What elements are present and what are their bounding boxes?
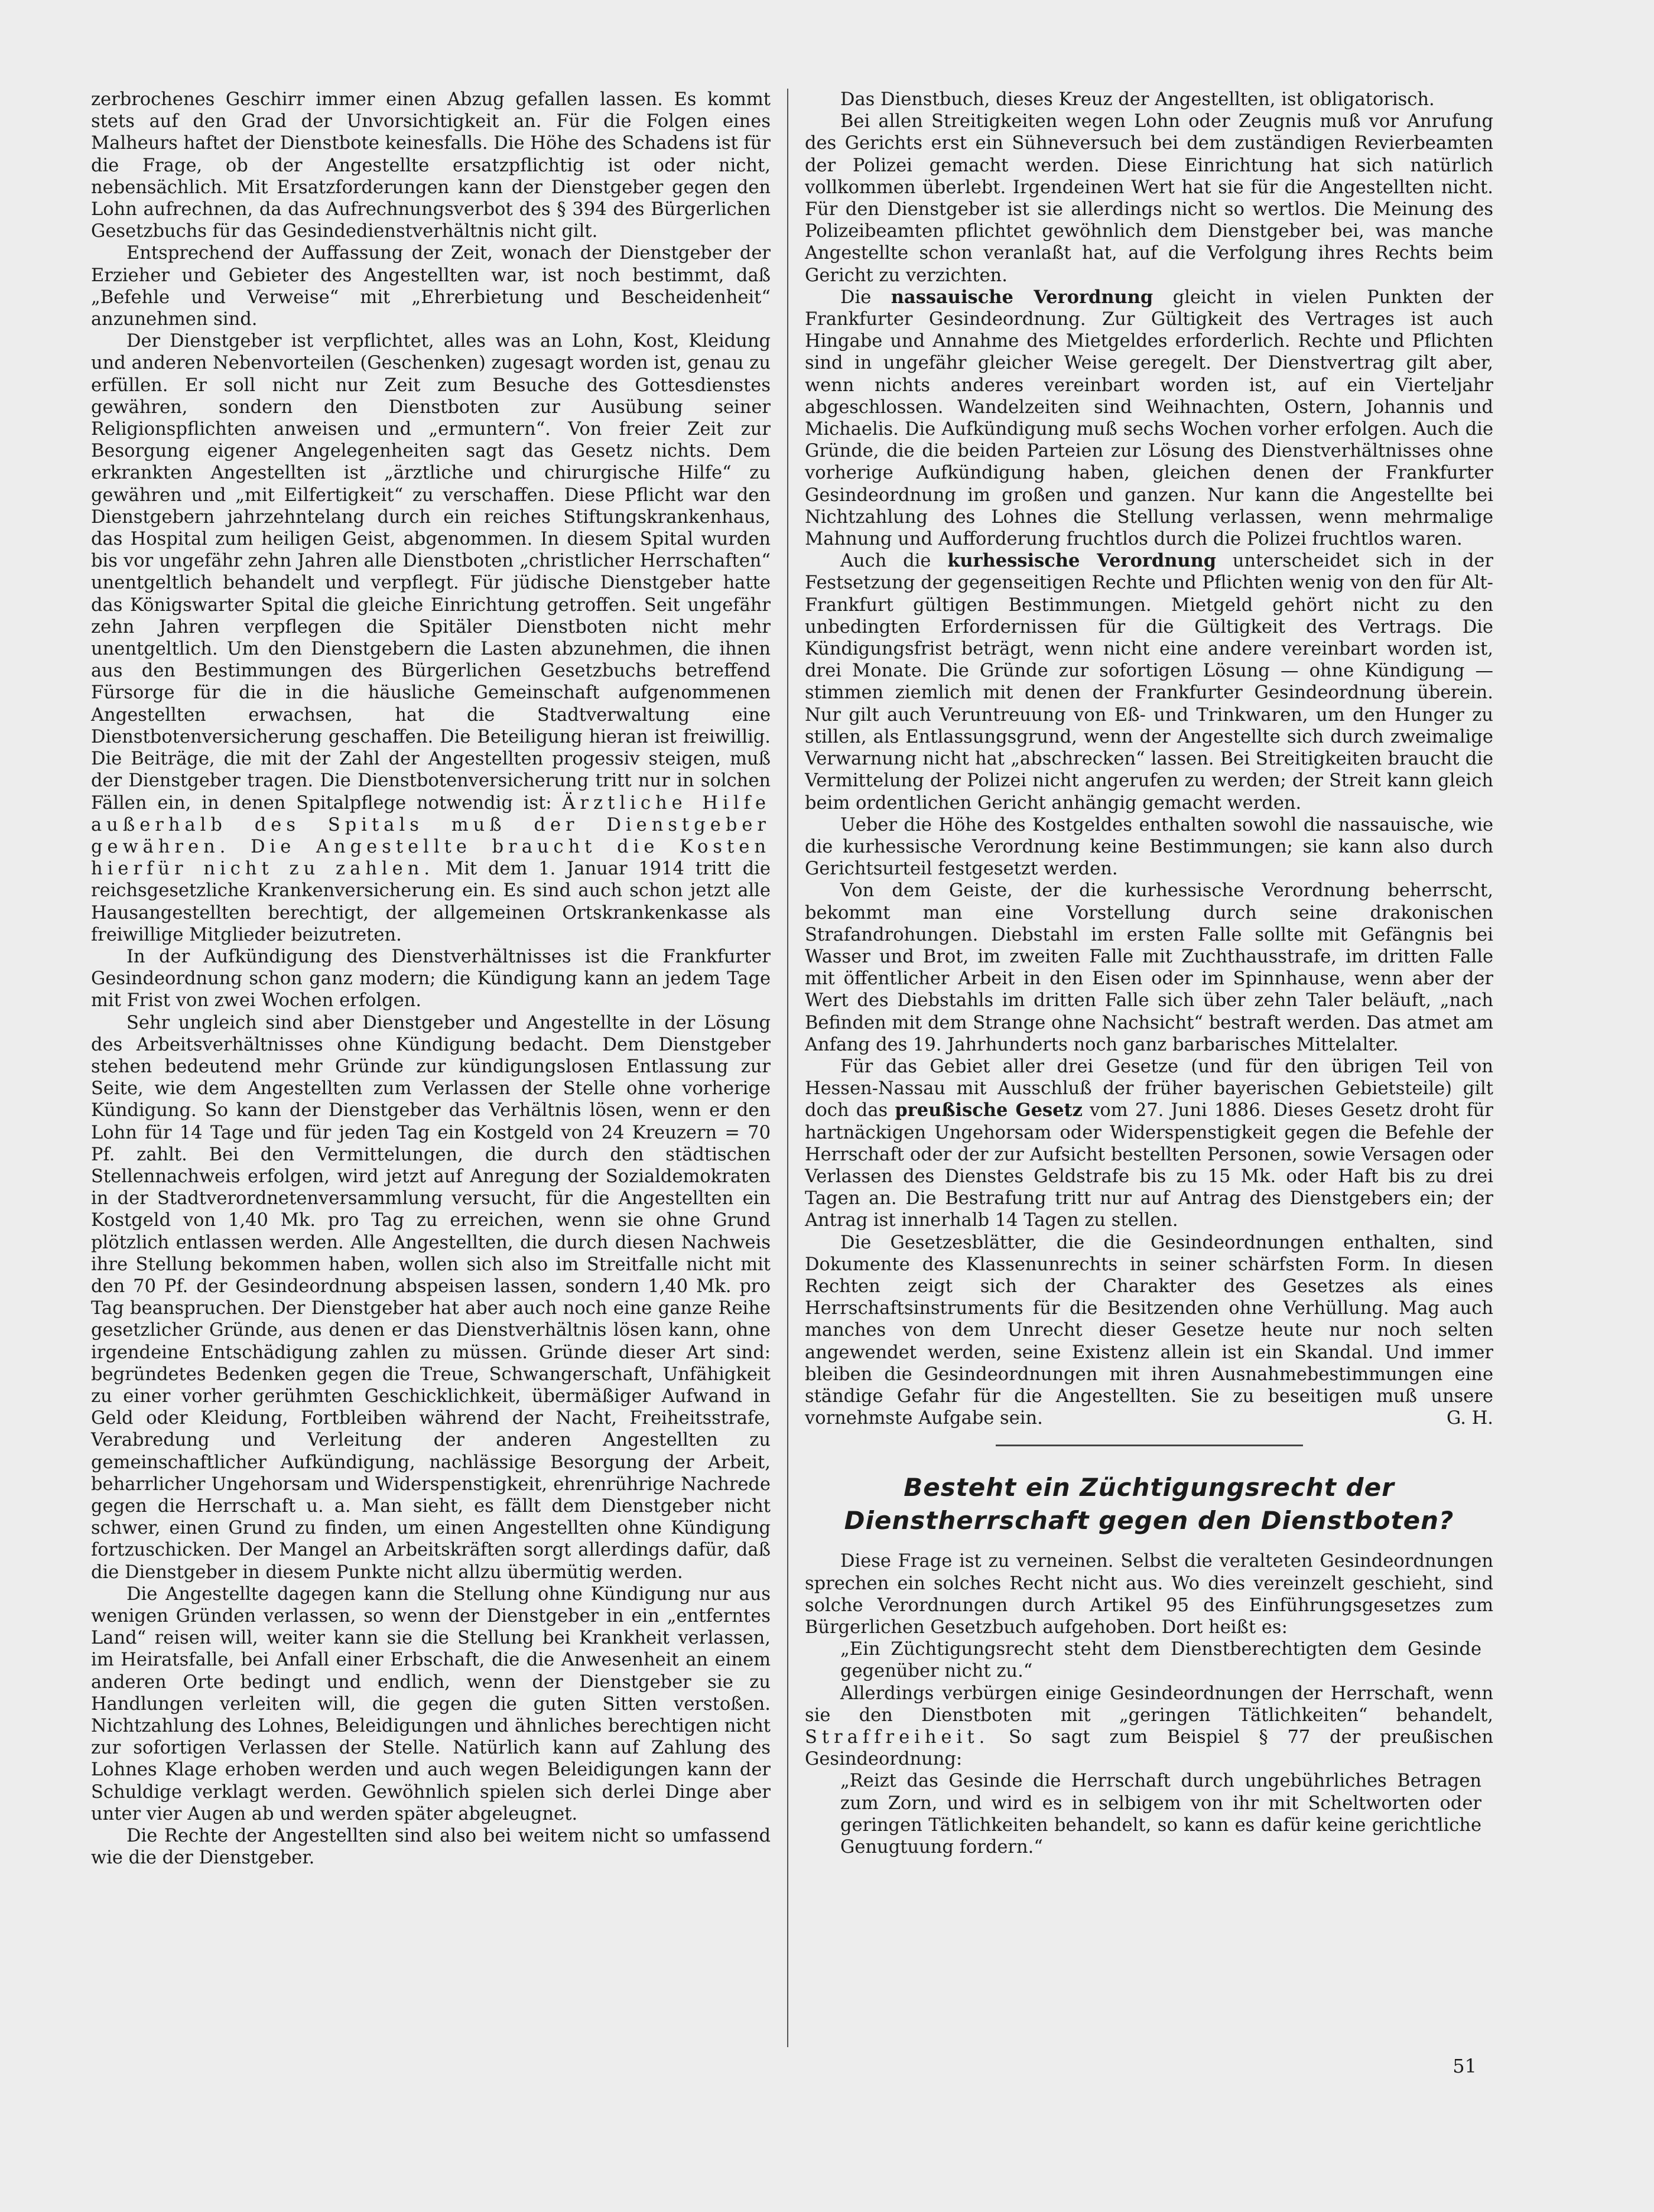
paragraph (805, 1232, 1493, 1430)
paragraph-text: Die (840, 287, 872, 308)
spaced-emphasis: Ärztliche Hilfe außerhalb des Spitals muß der Dienstgeber gewähren. Die Angestellte braucht die Kosten hierfür nicht zu zahlen. (91, 792, 771, 880)
bold-term: kurhessische Verordnung (947, 550, 1217, 572)
paragraph-text: Die Gesetzesblätter, die die Gesindeordnungen enthalten, sind Dokumente des Klassenunrechts in seiner schärfsten Form. In diesen Rechten zeigt sich der Charakter des Gesetzes als eines Herrschaftsinstruments für die Besitzenden ohne Verhüllung. Mag auch manches von dem Unrecht dieser Gesetze heute nur noch selten angewendet werden, seine Existenz allein ist ein Skandal. Und immer bleiben die Gesindeordnungen mit ihren Ausnahmebestimmungen eine ständige Gefahr für die Angestellten. Sie zu beseitigen muß unsere vornehmste Aufgabe sein. (805, 1232, 1493, 1429)
paragraph: Von dem Geiste, der die kurhessische Verordnung beherrscht, bekommt man eine Vorstellung durch seine drakonischen Strafandrohungen. Diebstahl im ersten Falle sollte mit Gefängnis bei Wasser und Brot, im zweiten Falle mit Zuchthausstrafe, im dritten Falle mit öffentlicher Arbeit in den Eisen oder im Spinnhause, wenn aber der Wert des Diebstahls im dritten Falle sich über zehn Taler beläuft, „nach Befinden mit dem Strange ohne Nachsicht“ bestraft werden. Das atmet am Anfang des 19. Jahrhunderts noch ganz barbarisches Mittelalter. (805, 880, 1493, 1055)
paragraph: Die Rechte der Angestellten sind also bei weitem nicht so umfassend wie die der Dienstgeber. (91, 1826, 771, 1869)
spaced-emphasis: Straffreiheit. (805, 1727, 990, 1748)
paragraph-text: Mit dem 1. Januar 1914 tritt die reichsgesetzliche Krankenversicherung ein. Es sind auch schon jetzt alle Hausangestellten berechtigt, der allgemeinen Ortskrankenkasse als freiwillige Mitglieder beizutreten. (91, 858, 771, 945)
paragraph: Ueber die Höhe des Kostgeldes enthalten sowohl die nassauische, wie die kurhessische Verordnung keine Bestimmungen; sie kann also durch Gerichtsurteil festgesetzt werden. (805, 814, 1493, 880)
paragraph (805, 1683, 1493, 1771)
page-number: 51 (1452, 2055, 1477, 2077)
block-quote: „Reizt das Gesinde die Herrschaft durch ungebührliches Betragen zum Zorn, und wird es in selbigem von ihr mit Scheltworten oder geringen Tätlichkeiten behandelt, so kann es dafür keine gerichtliche Genugtuung fordern.“ (840, 1771, 1481, 1858)
author-signature: G. H. (1447, 1408, 1493, 1429)
paragraph-text: Allerdings verbürgen einige Gesindeordnungen der Herrschaft, wenn sie den Dienstboten mit „geringen Tätlichkeiten“ behandelt, (805, 1683, 1493, 1726)
bold-term: nassauische Verordnung (891, 286, 1153, 308)
paragraph-text: gleicht in vielen Punkten der Frankfurter Gesindeordnung. Zur Gültigkeit des Vertrages ist auch Hingabe und Annahme des Mietgeldes erforderlich. Rechte und Pflichten sind in ungefähr gleicher Weise geregelt. Der Dienstvertrag gilt aber, wenn nichts anderes vereinbart worden ist, auf ein Vierteljahr abgeschlossen. Wandelzeiten sind Weihnachten, Ostern, Johannis und Michaelis. Die Aufkündigung muß sechs Wochen vorher erfolgen. Auch die Gründe, die die beiden Parteien zur Lösung des Dienstverhältnisses ohne vorherige Aufkündigung haben, gleichen denen der Frankfurter Gesindeordnung im großen und ganzen. Nur kann die Angestellte bei Nichtzahlung des Lohnes die Stellung verlassen, wenn mehrmalige Mahnung und Aufforderung fruchtlos durch die Polizei fruchtlos waren. (805, 287, 1493, 550)
paragraph-text: Für das Gebiet aller drei Gesetze (und für den übrigen Teil von Hessen-Nassau mit Ausschluß der früher bayerischen Gebietsteile) gilt doch das (805, 1056, 1493, 1121)
paragraph: zerbrochenes Geschirr immer einen Abzug gefallen lassen. Es kommt stets auf den Grad der Unvorsichtigkeit an. Für die Folgen eines Malheurs haftet der Dienstbote keinesfalls. Die Höhe des Schadens ist für die Frage, ob der Angestellte ersatzpflichtig ist oder nicht, nebensächlich. Mit Ersatzforderungen kann der Dienstgeber gegen den Lohn aufrechnen, da das Aufrechnungsverbot des § 394 des Bürgerlichen Gesetzbuchs für das Gesindedienstverhältnis nicht gilt. (91, 89, 771, 242)
paragraph (805, 287, 1493, 550)
paragraph: Die Angestellte dagegen kann die Stellung ohne Kündigung nur aus wenigen Gründen verlassen, so wenn der Dienstgeber in ein „entferntes Land“ reisen will, weiter kann sie die Stellung bei Krankheit verlassen, im Heiratsfalle, bei Anfall einer Erbschaft, die die Anwesenheit an einem anderen Orte bedingt und endlich, wenn der Dienstgeber sie zu Handlungen verleiten will, die gegen die guten Sitten verstoßen. Nichtzahlung des Lohnes, Beleidigungen und ähnliches berechtigen nicht zur sofortigen Verlassen der Stelle. Natürlich kann auf Zahlung des Lohnes Klage erhoben werden und auch wegen Beleidigungen kann der Schuldige verklagt werden. Gewöhnlich spielen sich derlei Dinge aber unter vier Augen ab und werden später abgeleugnet. (91, 1583, 771, 1824)
column-divider (787, 89, 788, 2047)
paragraph-text: Auch die (840, 551, 931, 572)
paragraph: In der Aufkündigung des Dienstverhältnisses ist die Frankfurter Gesindeordnung schon ganz modern; die Kündigung kann an jedem Tage mit Frist von zwei Wochen erfolgen. (91, 946, 771, 1011)
paragraph: Diese Frage ist zu verneinen. Selbst die veralteten Gesindeordnungen sprechen ein solches Recht nicht aus. Wo dies vereinzelt geschieht, sind solche Verordnungen durch Artikel 95 des Einführungsgesetzes zum Bürgerlichen Gesetzbuch aufgehoben. Dort heißt es: (805, 1551, 1493, 1638)
right-column (805, 89, 1493, 1858)
bold-term: preußische Gesetz (895, 1100, 1083, 1121)
block-quote: „Ein Züchtigungsrecht steht dem Dienstberechtigten dem Gesinde gegenüber nicht zu.“ (840, 1639, 1481, 1682)
left-column (91, 89, 771, 1869)
article-heading: Besteht ein Züchtigungsrecht der Dienstherrschaft gegen den Dienstboten? (844, 1473, 1454, 1536)
paragraph: Sehr ungleich sind aber Dienstgeber und Angestellte in der Lösung des Arbeitsverhältnisses ohne Kündigung bedacht. Dem Dienstgeber stehen bedeutend mehr Gründe zur kündigungslosen Entlassung zur Seite, wie dem Angestellten zum Verlassen der Stelle ohne vorherige Kündigung. So kann der Dienstgeber das Verhältnis lösen, wenn er den Lohn für 14 Tage und für jeden Tag ein Kostgeld von 24 Kreuzern = 70 Pf. zahlt. Bei den Vermittelungen, die durch den städtischen Stellennachweis erfolgen, wird jetzt auf Anregung der Sozialdemokraten in der Stadtverordnetenversammlung versucht, für die Angestellten ein Kostgeld von 1,40 Mk. pro Tag zu erreichen, wenn sie ohne Grund plötzlich entlassen werden. Alle Angestellten, die durch diesen Nachweis ihre Stellung bekommen haben, wollen sich also im Streitfalle nicht mit den 70 Pf. der Gesindeordnung abspeisen lassen, sondern 1,40 Mk. pro Tag beanspruchen. Der Dienstgeber hat aber auch noch eine ganze Reihe gesetzlicher Gründe, aus denen er das Dienstverhältnis lösen kann, ohne irgendeine Entschädigung zahlen zu müssen. Gründe dieser Art sind: begründetes Bedenken gegen die Treue, Schwangerschaft, Unfähigkeit zu einer vorher gerühmten Geschicklichkeit, übermäßiger Aufwand in Geld oder Kleidung, Fortbleiben während der Nacht, Freiheitsstrafe, Verabredung und Verleitung der anderen Angestellten zu gemeinschaftlicher Aufkündigung, nachlässige Besorgung der Arbeit, beharrlicher Ungehorsam und Widerspenstigkeit, ehrenrührige Nachrede gegen die Herrschaft u. a. Man sieht, es fällt dem Dienstgeber nicht schwer, einen Grund zu finden, um einen Angestellten ohne Kündigung fortzuschicken. Der Mangel an Arbeitskräften sorgt allerdings dafür, daß die Dienstgeber in diesem Punkte nicht allzu übermütig werden. (91, 1012, 771, 1583)
paragraph-text: unterscheidet sich in der Festsetzung der gegenseitigen Rechte und Pflichten wenig von den für Alt-Frankfurt gültigen Bestimmungen. Mietgeld gehört nicht zu den unbedingten Erfordernissen für die Gültigkeit des Vertrags. Die Kündigungsfrist beträgt, wenn nicht eine andere vereinbart worden ist, drei Monate. Die Gründe zur sofortigen Lösung — ohne Kündigung — stimmen ziemlich mit denen der Frankfurter Gesindeordnung überein. Nur gilt auch Veruntreuung von Eß- und Trinkwaren, um den Hunger zu stillen, als Entlassungsgrund, wenn der Angestellte sich durch zweimalige Verwarnung nicht hat „abschrecken“ lassen. Bei Streitigkeiten braucht die Vermittelung der Polizei nicht angerufen zu werden; der Streit kann gleich beim ordentlichen Gericht anhängig gemacht werden. (805, 551, 1493, 814)
paragraph: Das Dienstbuch, dieses Kreuz der Angestellten, ist obligatorisch. (840, 89, 1435, 110)
paragraph (91, 330, 771, 946)
section-separator (996, 1445, 1303, 1446)
paragraph: Bei allen Streitigkeiten wegen Lohn oder Zeugnis muß vor Anrufung des Gerichts erst ein Sühneversuch bei dem zuständigen Revierbeamten der Polizei gemacht werden. Diese Einrichtung hat sich natürlich vollkommen überlebt. Irgendeinen Wert hat sie für die Angestellten nicht. Für den Dienstgeber ist sie allerdings nicht so wertlos. Die Meinung des Polizeibeamten pflichtet gewöhnlich dem Dienstgeber bei, was manche Angestellte schon veranlaßt hat, auf die Verfolgung ihres Rechts beim Gericht zu verzichten. (805, 111, 1493, 286)
paragraph-text: Der Dienstgeber ist verpflichtet, alles was an Lohn, Kost, Kleidung und anderen Nebenvorteilen (Geschenken) zugesagt worden ist, genau zu erfüllen. Er soll nicht nur Zeit zum Besuche des Gottesdienstes gewähren, sondern den Dienstboten zur Ausübung seiner Religionspflichten anweisen und „ermuntern“. Von freier Zeit zur Besorgung eigener Angelegenheiten sagt das Gesetz nichts. Dem erkrankten Angestellten ist „ärztliche und chirurgische Hilfe“ zu gewähren und „mit Eilfertigkeit“ zu verschaffen. Diese Pflicht war den Dienstgebern jahrzehntelang durch ein reiches Stiftungskrankenhaus, das Hospital zum heiligen Geist, abgenommen. In diesem Spital wurden bis vor ungefähr zehn Jahren alle Dienstboten „christlicher Herrschaften“ unentgeltlich behandelt und verpflegt. Für jüdische Dienstgeber hatte das Königswarter Spital die gleiche Einrichtung getroffen. Seit ungefähr zehn Jahren verpflegen die Spitäler Dienstboten nicht mehr unentgeltlich. Um den Dienstgebern die Lasten abzunehmen, die ihnen aus den Bestimmungen des Bürgerlichen Gesetzbuchs betreffend Fürsorge für die in die häusliche Gemeinschaft aufgenommenen Angestellten erwachsen, hat die Stadtverwaltung eine Dienstbotenversicherung geschaffen. Die Beteiligung hieran ist freiwillig. Die Beiträge, die mit der Zahl der Angestellten progessiv steigen, muß der Dienstgeber tragen. Die Dienstbotenversicherung tritt nur in solchen Fällen ein, in denen Spitalpflege notwendig ist: (91, 331, 771, 814)
paragraph (805, 550, 1493, 814)
paragraph (805, 1056, 1493, 1232)
paragraph-text: So sagt zum Beispiel § 77 der preußischen Gesindeordnung: (805, 1727, 1493, 1770)
paragraph: Entsprechend der Auffassung der Zeit, wonach der Dienstgeber der Erzieher und Gebieter des Angestellten war, ist noch bestimmt, daß „Befehle und Verweise“ mit „Ehrerbietung und Bescheidenheit“ anzunehmen sind. (91, 243, 771, 330)
paragraph-text: vom 27. Juni 1886. Dieses Gesetz droht für hartnäckigen Ungehorsam oder Widerspenstigkeit gegen die Befehle der Herrschaft oder der zur Aufsicht bestellten Personen, sowie Versagen oder Verlassen des Dienstes Geldstrafe bis zu 15 Mk. oder Haft bis zu drei Tagen an. Die Bestrafung tritt nur auf Antrag des Dienstgebers ein; der Antrag ist innerhalb 14 Tagen zu stellen. (805, 1100, 1493, 1231)
